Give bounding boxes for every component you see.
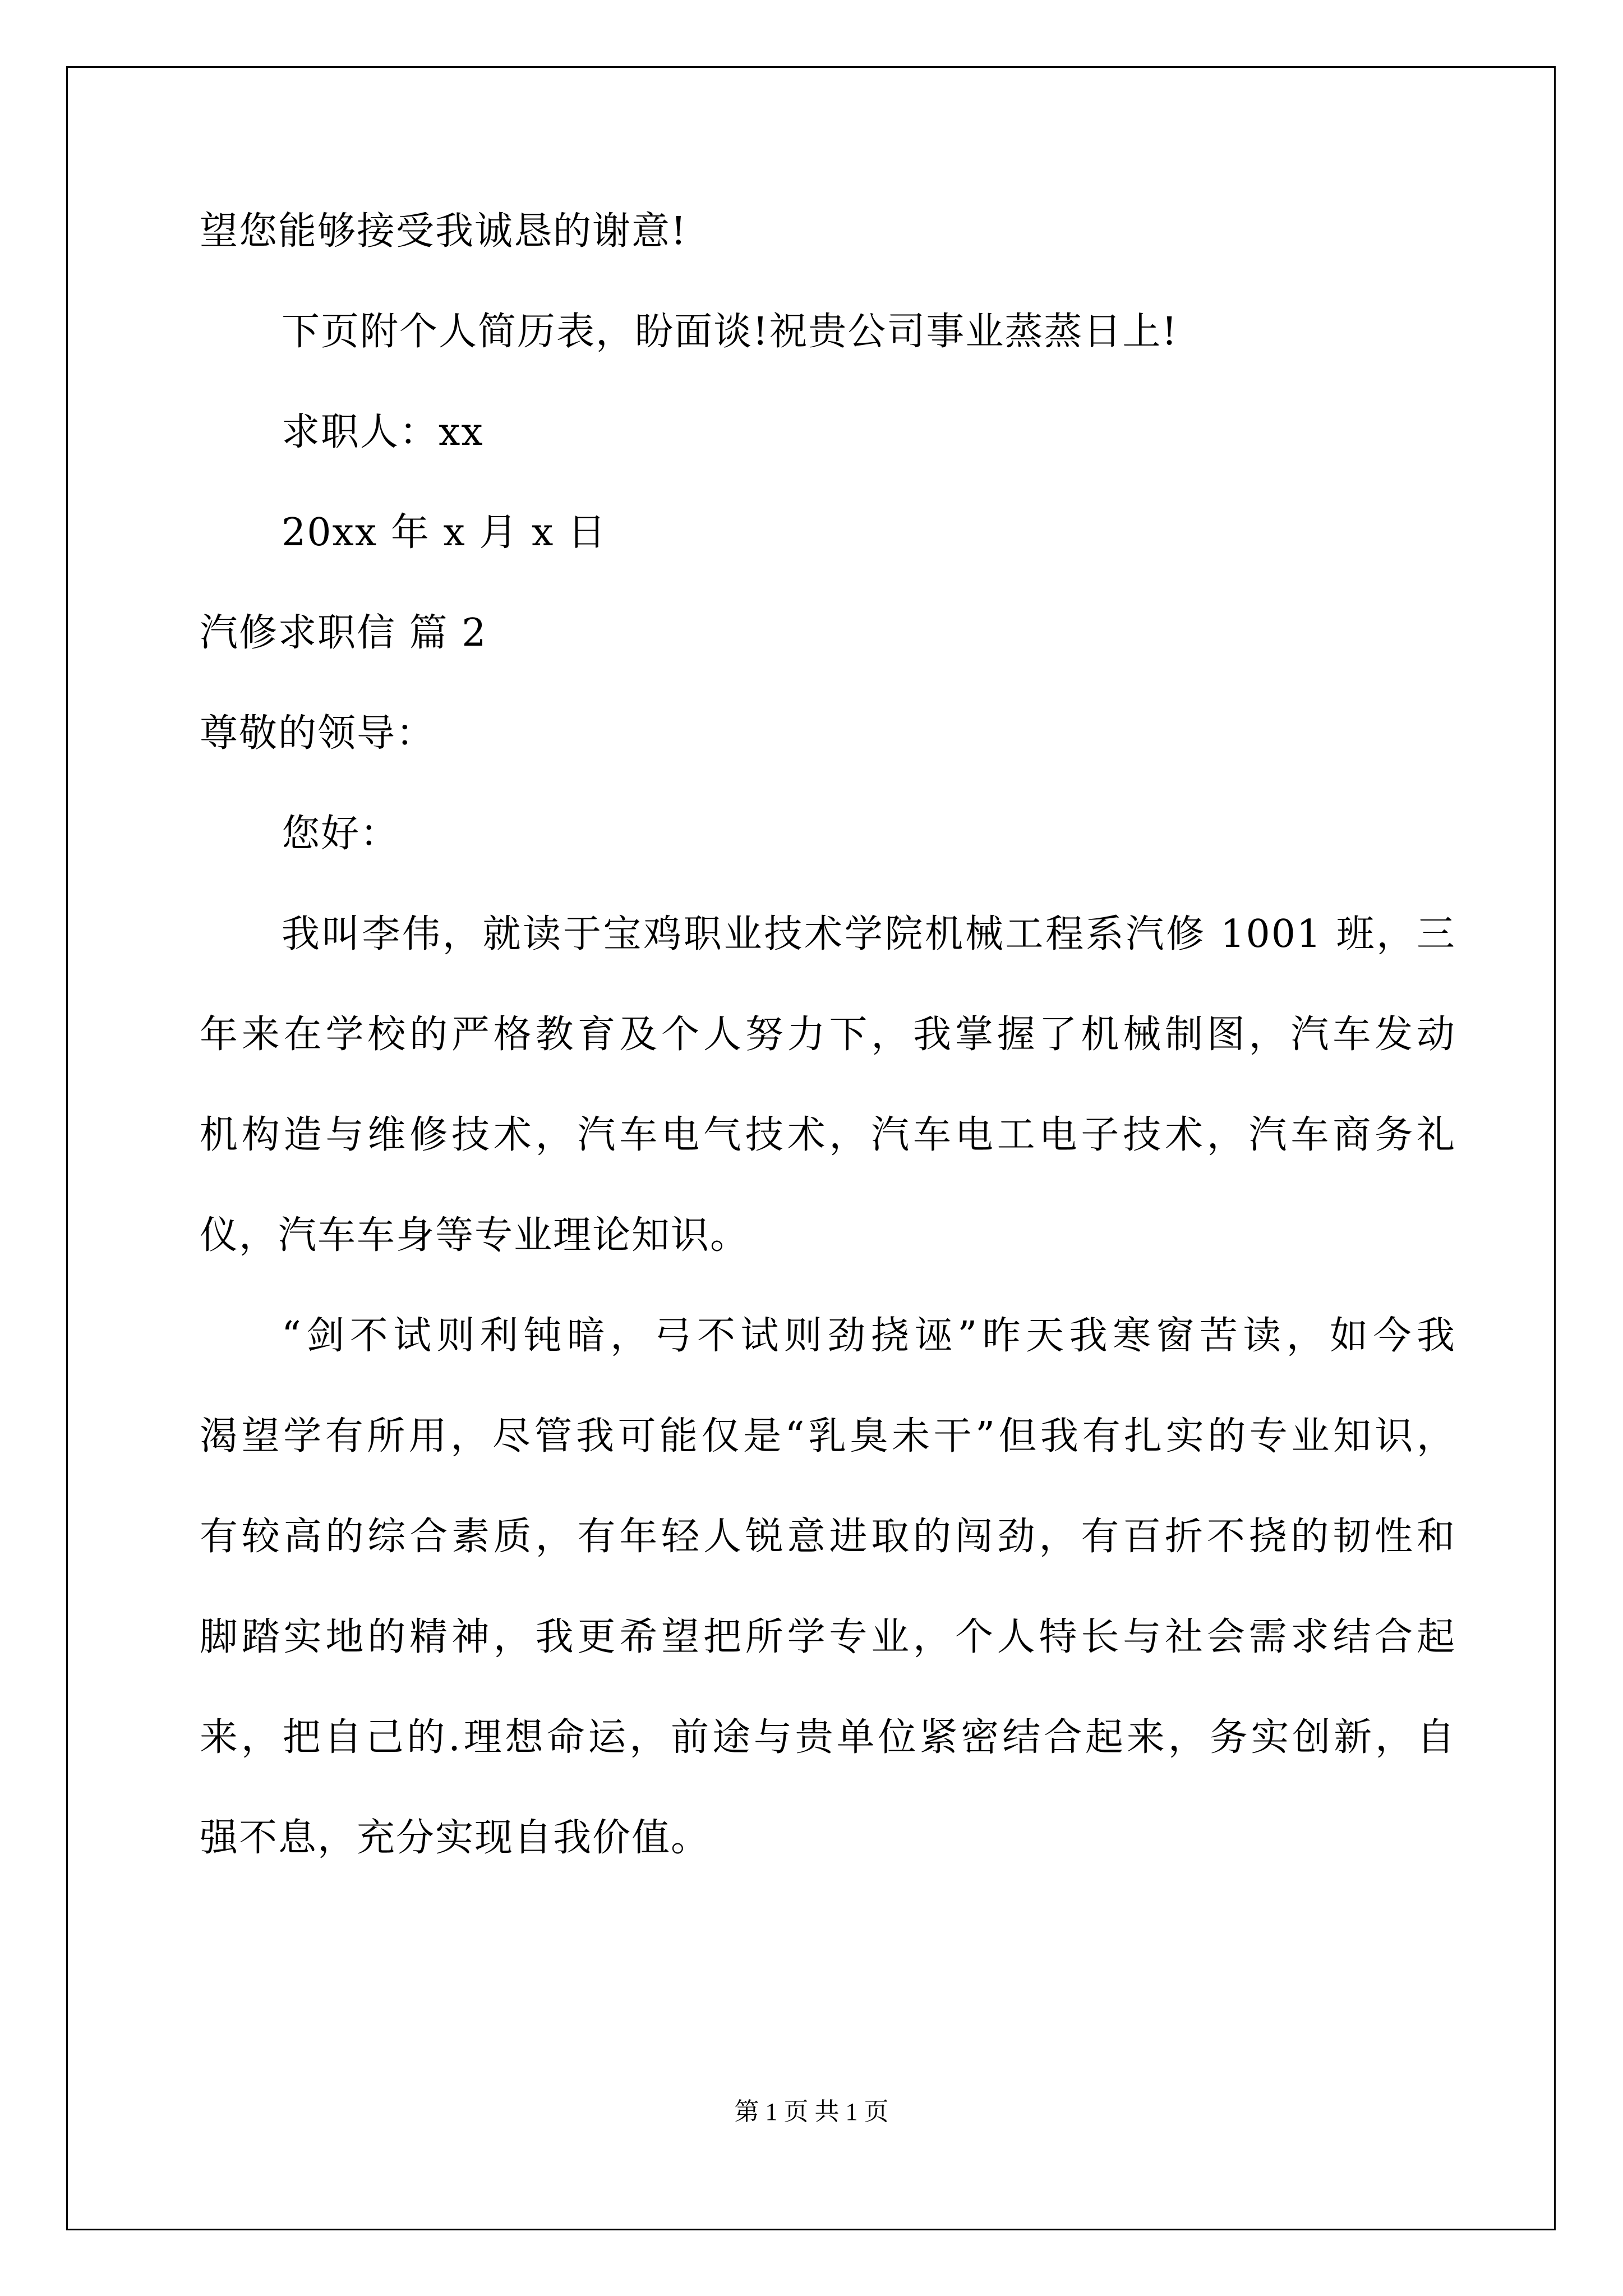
paragraph-line: 机构造与维修技术，汽车电气技术，汽车电工电子技术，汽车商务礼 xyxy=(200,1113,1456,1157)
page-footer: 第 1 页 共 1 页 xyxy=(734,2098,889,2125)
section-heading: 汽修求职信 篇 2 xyxy=(200,611,487,655)
greeting: 您好： xyxy=(282,812,400,856)
salutation: 尊敬的领导： xyxy=(200,711,436,756)
signature-name: 求职人：xx xyxy=(282,410,484,454)
paragraph-line: 有较高的综合素质，有年轻人锐意进取的闯劲，有百折不挠的韧性和 xyxy=(200,1515,1456,1559)
document-body xyxy=(200,209,1456,1919)
paragraph-line: 脚踏实地的精神，我更希望把所学专业，个人特长与社会需求结合起 xyxy=(200,1615,1456,1659)
text-line: 望您能够接受我诚恳的谢意! xyxy=(200,209,688,254)
paragraph-line: 来，把自己的.理想命运，前途与贵单位紧密结合起来，务实创新，自 xyxy=(200,1715,1456,1760)
text-line: 下页附个人简历表，盼面谈!祝贵公司事业蒸蒸日上! xyxy=(282,310,1178,354)
paragraph-line: 仪，汽车车身等专业理论知识。 xyxy=(200,1213,750,1258)
paragraph-line: “剑不试则利钝暗，弓不试则劲挠诬”昨天我寒窗苦读，如今我 xyxy=(282,1314,1456,1358)
paragraph-line: 年来在学校的严格教育及个人努力下，我掌握了机械制图，汽车发动 xyxy=(200,1013,1456,1057)
signature-date: 20xx 年 x 月 x 日 xyxy=(282,510,607,555)
paragraph-line: 强不息，充分实现自我价值。 xyxy=(200,1816,711,1860)
paragraph-line: 渴望学有所用，尽管我可能仅是“乳臭未干”但我有扎实的专业知识， xyxy=(200,1414,1456,1458)
paragraph-line: 我叫李伟，就读于宝鸡职业技术学院机械工程系汽修 1001 班，三 xyxy=(282,912,1456,956)
